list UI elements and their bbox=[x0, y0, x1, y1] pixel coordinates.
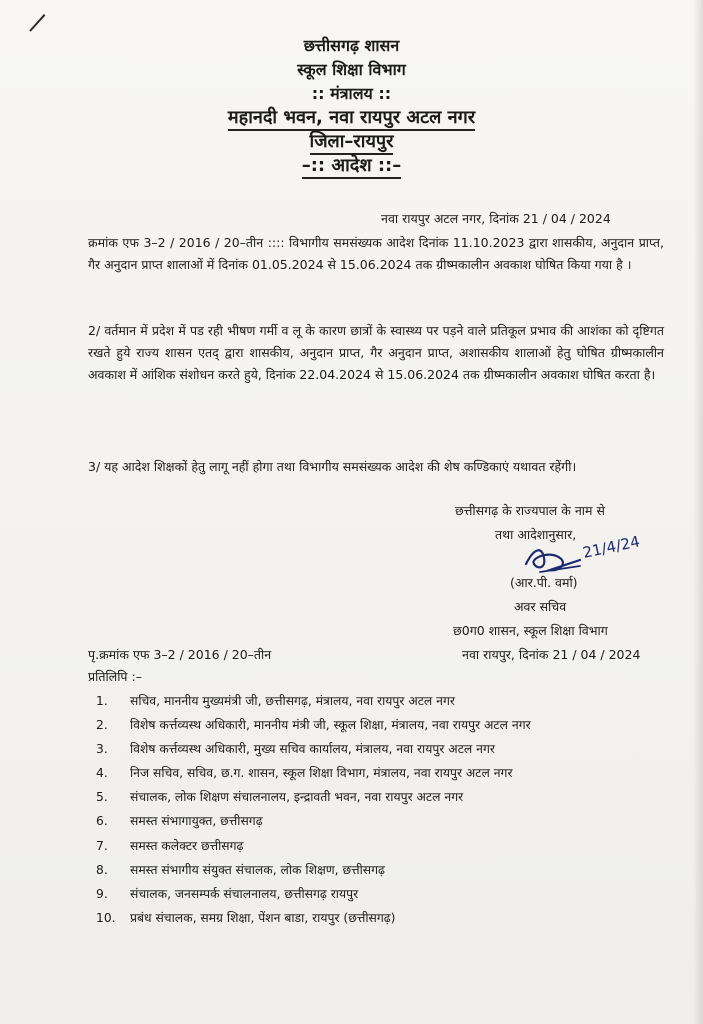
list-item-number: 9. bbox=[96, 886, 108, 901]
list-item-text: संचालक, जनसम्पर्क संचालनालय, छत्तीसगढ़ रायपुर bbox=[130, 886, 359, 901]
list-item bbox=[96, 785, 531, 809]
header-line-address bbox=[0, 106, 703, 130]
list-item bbox=[96, 809, 531, 833]
signature-date-line: नवा रायपुर, दिनांक 21 / 04 / 2024 bbox=[462, 647, 641, 662]
header-line-district bbox=[0, 130, 703, 154]
list-item-number: 1. bbox=[96, 694, 108, 708]
list-item-text: निज सचिव, सचिव, छ.ग. शासन, स्कूल शिक्षा विभाग, मंत्रालय, नवा रायपुर अटल नगर bbox=[130, 766, 513, 781]
list-item-number: 5. bbox=[96, 790, 108, 805]
list-item-text: विशेष कर्त्तव्यस्थ अधिकारी, माननीय मंत्री जी, स्कूल शिक्षा, मंत्रालय, नवा रायपुर अटल नगर bbox=[130, 718, 531, 733]
signature-order-line: तथा आदेशानुसार, bbox=[495, 527, 577, 542]
list-item-text: सचिव, माननीय मुख्यमंत्री जी, छत्तीसगढ़, मंत्रालय, नवा रायपुर अटल नगर bbox=[130, 694, 455, 708]
paragraph-2: 2/ वर्तमान में प्रदेश में पड रही भीषण गर्मी व लू के कारण छात्रों के स्वास्थ्य पर पड़ने वाले प्रतिकूल प्रभाव की आशंका को दृष्टिगत रखते हुये राज्य शासन एतद् द्वारा शासकीय, अनुदान प्राप्त, गैर अनुदान प्राप्त, अशासकीय शालाओं हेतु घोषित ग्रीष्मकालीन अवकाश में आंशिक संशोधन करते हुये, दिनांक 22.04.2024 से 15.06.2024 तक ग्रीष्मकालीन अवकाश घोषित करता है। bbox=[88, 323, 664, 382]
header-line-government: छत्तीसगढ़ शासन bbox=[303, 36, 400, 55]
signature-authority-line: छत्तीसगढ़ के राज्यपाल के नाम से bbox=[455, 503, 605, 518]
list-item-text: समस्त संभागीय संयुक्त संचालक, लोक शिक्षण, छत्तीसगढ़ bbox=[130, 862, 385, 877]
list-item-text: समस्त संभागायुक्त, छत्तीसगढ़ bbox=[130, 814, 263, 829]
copy-recipients-list bbox=[96, 689, 531, 930]
list-item bbox=[96, 713, 531, 737]
list-item bbox=[96, 737, 531, 761]
list-item-number: 10. bbox=[96, 910, 116, 925]
header-line-order bbox=[0, 154, 703, 178]
order-date-line: नवा रायपुर अटल नगर, दिनांक 21 / 04 / 2024 bbox=[381, 211, 611, 226]
list-item bbox=[96, 761, 531, 785]
signatory-name: (आर.पी. वर्मा) bbox=[510, 575, 578, 590]
signatory-designation: अवर सचिव bbox=[514, 599, 567, 614]
list-item-number: 3. bbox=[96, 742, 108, 757]
pen-stroke-mark bbox=[29, 14, 45, 32]
list-item-text: समस्त कलेक्टर छत्तीसगढ़ bbox=[130, 838, 244, 853]
header-order-text: –:: आदेश ::– bbox=[302, 155, 402, 179]
list-item bbox=[96, 882, 531, 906]
list-item-number: 8. bbox=[96, 862, 108, 877]
paragraph-1: क्रमांक एफ 3–2 / 2016 / 20–तीन :::: विभागीय समसंख्यक आदेश दिनांक 11.10.2023 द्वारा शासकीय, अनुदान प्राप्त, गैर अनुदान प्राप्त शालाओं में दिनांक 01.05.2024 से 15.06.2024 तक ग्रीष्मकालीन अवकाश घोषित किया गया है । bbox=[88, 235, 664, 272]
header-line-department: स्कूल शिक्षा विभाग bbox=[297, 60, 406, 79]
list-item-number: 6. bbox=[96, 814, 108, 829]
header-address-text: महानदी भवन, नवा रायपुर अटल नगर bbox=[228, 107, 475, 131]
header-district-text: जिला–रायपुर bbox=[310, 131, 394, 155]
copy-to-label: प्रतिलिपि :– bbox=[88, 669, 142, 684]
list-item bbox=[96, 906, 531, 930]
header-line-ministry: :: मंत्रालय :: bbox=[311, 84, 392, 103]
list-item-number: 7. bbox=[96, 838, 108, 853]
endorsement-reference: पृ.क्रमांक एफ 3–2 / 2016 / 20–तीन bbox=[88, 647, 272, 662]
list-item-text: विशेष कर्त्तव्यस्थ अधिकारी, मुख्य सचिव कार्यालय, मंत्रालय, नवा रायपुर अटल नगर bbox=[130, 742, 495, 757]
list-item-text: संचालक, लोक शिक्षण संचालनालय, इन्द्रावती भवन, नवा रायपुर अटल नगर bbox=[130, 790, 464, 805]
list-item-number: 4. bbox=[96, 766, 108, 781]
signature-date-handwriting: 21/4/24 bbox=[581, 532, 642, 562]
list-item-text: प्रबंध संचालक, समग्र शिक्षा, पेंशन बाडा, रायपुर (छत्तीसगढ़) bbox=[130, 910, 396, 925]
letterhead bbox=[0, 34, 703, 178]
list-item bbox=[96, 858, 531, 882]
list-item bbox=[96, 834, 531, 858]
list-item-number: 2. bbox=[96, 718, 108, 733]
paragraph-3: 3/ यह आदेश शिक्षकों हेतु लागू नहीं होगा तथा विभागीय समसंख्यक आदेश की शेष कण्डिकाएं यथावत रहेंगी। bbox=[88, 459, 577, 474]
list-item bbox=[96, 689, 531, 713]
signatory-department: छ0ग0 शासन, स्कूल शिक्षा विभाग bbox=[453, 623, 608, 638]
